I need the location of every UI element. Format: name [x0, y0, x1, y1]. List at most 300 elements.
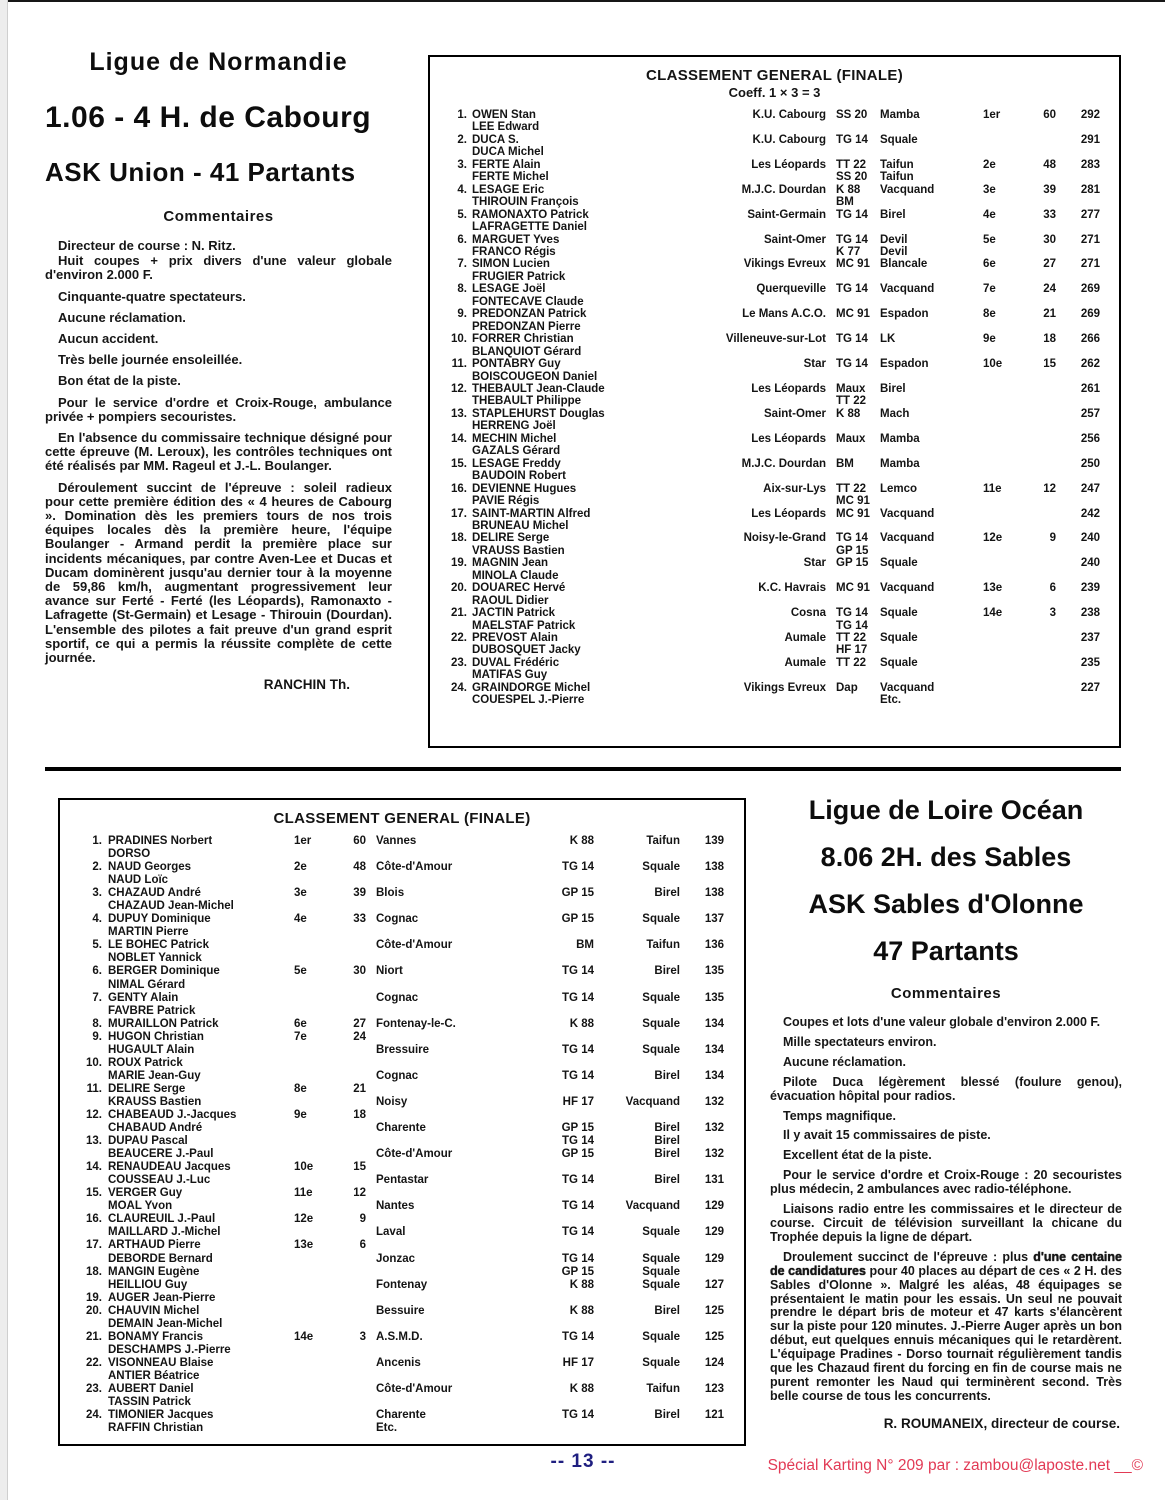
class-cell: [828, 371, 878, 383]
rank-cell: 4.: [457, 183, 467, 196]
class-cell: [530, 1161, 594, 1174]
chassis-cell: Mamba: [880, 457, 920, 470]
rank-cell: [70, 1422, 106, 1435]
position-cell: [292, 1096, 336, 1109]
table-row: [440, 520, 1109, 532]
driver-name-cell: MURAILLON Patrick: [108, 1017, 219, 1030]
score-cell: 137: [704, 913, 724, 926]
driver-name-cell: RAMONAXTO Patrick: [472, 208, 589, 221]
points-cell: [338, 1266, 374, 1279]
table-row: [440, 134, 1109, 146]
club-cell: Vannes: [376, 835, 417, 847]
club-cell: [376, 1213, 528, 1226]
paragraph-final: [770, 1251, 1122, 1404]
points-cell: [1026, 445, 1056, 457]
chassis-cell: Taifun: [646, 1382, 680, 1395]
rank-cell: [70, 1096, 106, 1109]
position-cell: [292, 1409, 336, 1422]
chassis-cell: Squale: [642, 861, 680, 874]
position-cell: 2e: [983, 158, 996, 171]
class-cell: MC 91: [836, 258, 870, 271]
table-row: [70, 900, 734, 913]
points-cell: [1026, 644, 1056, 656]
position-cell: [978, 545, 1024, 557]
score-cell: [682, 1422, 724, 1435]
club-cell: Saint-Omer: [764, 407, 826, 420]
position-cell: 5e: [294, 965, 307, 978]
club-cell: Vikings Evreux: [743, 681, 826, 694]
points-cell: [338, 952, 374, 965]
club-cell: [376, 1292, 528, 1305]
table-row: [440, 258, 1109, 270]
position-cell: [292, 1305, 336, 1318]
position-cell: [978, 146, 1024, 158]
chassis-cell: Birel: [654, 1069, 680, 1082]
driver-name-cell: ROUX Patrick: [108, 1056, 183, 1069]
club-cell: Côte-d'Amour: [376, 1148, 453, 1161]
rank-cell: [440, 395, 470, 407]
class-cell: GP 15: [836, 544, 869, 557]
chassis-cell: [880, 196, 976, 208]
table-row: [70, 992, 734, 1005]
rank-cell: [440, 146, 470, 158]
club-cell: K.U. Cabourg: [752, 133, 826, 146]
chassis-cell: Birel: [654, 887, 680, 900]
normandie-club-title: ASK Union - 41 Partants: [45, 157, 356, 187]
points-cell: [338, 926, 374, 939]
points-cell: [338, 1057, 374, 1070]
table-row: [440, 296, 1109, 308]
table-row: [70, 861, 734, 874]
rank-cell: [70, 1396, 106, 1409]
driver-name-cell: HUGAULT Alain: [108, 1043, 195, 1056]
chassis-cell: [880, 520, 976, 532]
position-cell: [978, 458, 1024, 470]
chassis-cell: [596, 1292, 680, 1305]
class-cell: [530, 1370, 594, 1383]
driver-name-cell: HEILLIOU Guy: [108, 1278, 188, 1291]
position-cell: [978, 694, 1024, 706]
points-cell: [1026, 371, 1056, 383]
chassis-cell: LK: [880, 333, 896, 346]
score-cell: [1058, 669, 1100, 681]
cabourg-table-title: CLASSEMENT GENERAL (FINALE): [646, 67, 903, 84]
position-cell: [292, 952, 336, 965]
club-cell: [660, 470, 826, 482]
points-cell: [1026, 171, 1056, 183]
points-cell: [1026, 495, 1056, 507]
table-row: [440, 694, 1109, 706]
class-cell: K 88: [569, 1304, 594, 1317]
paragraph: Aucune réclamation.: [58, 309, 186, 325]
rank-cell: 3.: [92, 887, 102, 900]
club-cell: Etc.: [376, 1422, 398, 1435]
points-cell: [1026, 694, 1056, 706]
scan-top-edge: [0, 0, 1165, 2]
club-cell: [376, 1344, 528, 1357]
position-cell: [978, 644, 1024, 656]
position-cell: 2e: [294, 861, 307, 874]
normandie-comments-body: [45, 239, 392, 665]
rank-cell: [70, 1070, 106, 1083]
position-cell: 13e: [294, 1239, 314, 1252]
score-cell: 261: [1080, 382, 1100, 395]
table-row: [440, 557, 1109, 569]
rank-cell: 8.: [457, 283, 467, 296]
table-row: [70, 1370, 734, 1383]
chassis-cell: Squale: [642, 1017, 680, 1030]
club-cell: Côte-d'Amour: [376, 861, 453, 874]
table-row: [440, 358, 1109, 370]
class-cell: TG 14: [562, 1135, 594, 1148]
points-cell: [1026, 296, 1056, 308]
points-cell: 39: [353, 887, 366, 900]
club-cell: Saint-Germain: [747, 208, 826, 221]
rank-cell: 16.: [86, 1213, 102, 1226]
chassis-cell: Mach: [880, 407, 910, 420]
score-cell: [682, 1109, 724, 1122]
table-row: [440, 408, 1109, 420]
rank-cell: 19.: [86, 1291, 102, 1304]
table-row: [70, 1318, 734, 1331]
club-cell: Bessuire: [376, 1304, 425, 1317]
score-cell: [682, 1031, 724, 1044]
class-cell: TG 14: [562, 965, 594, 978]
driver-name-cell: CHAZAUD Jean-Michel: [108, 900, 234, 913]
position-cell: 12e: [983, 532, 1003, 545]
table-row: [70, 1044, 734, 1057]
score-cell: [682, 1370, 724, 1383]
chassis-cell: [596, 1187, 680, 1200]
points-cell: [338, 1383, 374, 1396]
score-cell: [1058, 570, 1100, 582]
club-cell: [660, 196, 826, 208]
driver-name-cell: FERTE Alain: [472, 158, 541, 171]
rank-cell: 10.: [86, 1056, 102, 1069]
sables-results-table: [58, 798, 746, 1446]
club-cell: Aumale: [784, 656, 826, 669]
class-cell: [828, 420, 878, 432]
driver-name-cell: FRUGIER Patrick: [472, 270, 566, 283]
points-cell: [1026, 196, 1056, 208]
table-row: [70, 1344, 734, 1357]
score-cell: [1058, 694, 1100, 706]
table-row: [70, 1331, 734, 1344]
driver-name-cell: COUSSEAU J.-Luc: [108, 1174, 211, 1187]
sables-table-title: CLASSEMENT GENERAL (FINALE): [273, 810, 531, 827]
chassis-cell: Vacquand: [625, 1095, 680, 1108]
position-cell: [978, 408, 1024, 420]
driver-name-cell: DUPUY Dominique: [108, 913, 211, 926]
position-cell: [978, 271, 1024, 283]
points-cell: [338, 1305, 374, 1318]
driver-name-cell: GRAINDORGE Michel: [472, 681, 591, 694]
rank-cell: [70, 874, 106, 887]
rank-cell: 12.: [86, 1108, 102, 1121]
table-row: [440, 383, 1109, 395]
page-number: -- 13 --: [550, 1451, 616, 1472]
class-cell: [530, 1422, 594, 1435]
paragraph: Coupes et lots d'une valeur globale d'environ 2.000 F.: [783, 1015, 1101, 1029]
loire-final-paragraph-wrap: [770, 1251, 1122, 1404]
rank-cell: 24.: [86, 1409, 102, 1422]
paragraph: Déroulement succint de l'épreuve : soleil radieux pour cette première édition des « 4 heures de Cabourg ». Domination dès les premiers tours de nos trois équipes locales dès la première heure, l'équipe Boulanger - Armand perdit la première place sur incidents mécaniques, par contre Aven-Lee et Ducas et Ducam dominèrent jusqu'au dernier tour à la moyenne de 59,86 km/h, augmentant progressivement leur avance sur Ferté - Ferté (les Léopards), Ramonaxto - Lafragette (St-Germain) et Lesage - Thirouin (Dourdan). L'ensemble des pilotes a fait preuve d'un grand esprit sportif, ce qui a permis la réussite complète de cette journée.: [45, 479, 392, 666]
driver-name-cell: MARGUET Yves: [472, 233, 560, 246]
driver-name-cell: OWEN Stan: [472, 109, 536, 121]
club-cell: Jonzac: [376, 1252, 415, 1265]
class-cell: TG 14: [836, 283, 868, 296]
points-cell: 15: [1043, 358, 1056, 371]
club-cell: [660, 346, 826, 358]
position-cell: [978, 346, 1024, 358]
class-cell: TG 14: [562, 1252, 594, 1265]
driver-name-cell: MARIE Jean-Guy: [108, 1069, 201, 1082]
chassis-cell: Vacquand: [625, 1200, 680, 1213]
points-cell: 6: [359, 1239, 366, 1252]
chassis-cell: [880, 221, 976, 233]
chassis-cell: Mamba: [880, 432, 920, 445]
driver-name-cell: BAUDOIN Robert: [472, 470, 566, 483]
driver-name-cell: LESAGE Eric: [472, 183, 545, 196]
club-cell: Cognac: [376, 913, 419, 926]
club-cell: [660, 296, 826, 308]
paragraph: En l'absence du commissaire technique désigné pour cette épreuve (M. Leroux), les contrôles techniques ont été réalisés par MM. Rageul et J.-L. Boulanger.: [45, 430, 392, 474]
paragraph: Il y avait 15 commissaires de piste.: [783, 1128, 991, 1143]
chassis-cell: Devil: [880, 245, 908, 258]
score-cell: 125: [704, 1330, 724, 1343]
points-cell: [338, 1344, 374, 1357]
score-cell: [1058, 146, 1100, 158]
club-cell: Nantes: [376, 1200, 415, 1213]
score-cell: [1058, 346, 1100, 358]
rank-cell: 14.: [86, 1161, 102, 1174]
points-cell: [1026, 620, 1056, 632]
score-cell: [1058, 545, 1100, 557]
score-cell: [1058, 221, 1100, 233]
chassis-cell: [596, 848, 680, 861]
position-cell: [292, 1318, 336, 1331]
table-row: [440, 433, 1109, 445]
points-cell: [1026, 420, 1056, 432]
table-row: [70, 1083, 734, 1096]
points-cell: [1026, 470, 1056, 482]
position-cell: [978, 445, 1024, 457]
class-cell: [828, 221, 878, 233]
chassis-cell: [880, 321, 976, 333]
chassis-cell: [880, 420, 976, 432]
points-cell: [338, 1135, 374, 1148]
normandie-comments-title: Commentaires: [163, 208, 274, 225]
rank-cell: 21.: [86, 1330, 102, 1343]
club-cell: [376, 979, 528, 992]
score-cell: 134: [704, 1069, 724, 1082]
table-row: [70, 939, 734, 952]
points-cell: 9: [359, 1213, 366, 1226]
score-cell: 277: [1080, 208, 1100, 221]
rank-cell: [70, 1226, 106, 1239]
position-cell: [292, 1344, 336, 1357]
chassis-cell: Taifun: [646, 835, 680, 847]
chassis-cell: Squale: [642, 991, 680, 1004]
class-cell: Maux: [836, 382, 866, 395]
table-row: [440, 196, 1109, 208]
driver-name-cell: NAUD Loïc: [108, 874, 169, 887]
chassis-cell: [596, 1005, 680, 1018]
driver-name-cell: THIROUIN François: [472, 196, 579, 209]
rank-cell: 4.: [92, 913, 102, 926]
score-cell: 136: [704, 939, 724, 952]
position-cell: 6e: [294, 1017, 307, 1030]
chassis-cell: Squale: [642, 1356, 680, 1369]
table-row: [440, 395, 1109, 407]
score-cell: 125: [704, 1304, 724, 1317]
chassis-cell: [880, 620, 976, 632]
class-cell: GP 15: [561, 1148, 594, 1161]
chassis-cell: [880, 371, 976, 383]
chassis-cell: Squale: [880, 656, 918, 669]
rank-cell: [440, 595, 470, 607]
position-cell: [292, 1253, 336, 1266]
chassis-cell: Vacquand: [880, 532, 935, 545]
score-cell: [1058, 321, 1100, 333]
position-cell: [978, 433, 1024, 445]
table-row: [440, 121, 1109, 133]
club-cell: [660, 171, 826, 183]
paragraph: Pour le service d'ordre et Croix-Rouge, ambulance privée + pompiers secouristes.: [45, 394, 392, 424]
position-cell: 4e: [983, 208, 996, 221]
chassis-cell: [596, 874, 680, 887]
table-row: [440, 371, 1109, 383]
driver-name-cell: PREVOST Alain: [472, 632, 558, 645]
table-row: [440, 595, 1109, 607]
club-cell: Charente: [376, 1409, 426, 1422]
rank-cell: 13.: [451, 407, 467, 420]
driver-name-cell: BONAMY Francis: [108, 1330, 204, 1343]
club-cell: Les Léopards: [751, 382, 826, 395]
score-cell: [682, 926, 724, 939]
position-cell: 11e: [294, 1187, 313, 1200]
driver-name-cell: BEAUCERE J.-Paul: [108, 1148, 214, 1161]
driver-name-cell: MANGIN Eugène: [108, 1265, 200, 1278]
rank-cell: 24.: [451, 681, 467, 694]
score-cell: [1058, 246, 1100, 258]
rank-cell: 15.: [451, 457, 467, 470]
chassis-cell: [596, 926, 680, 939]
chassis-cell: Lemco: [880, 482, 918, 495]
position-cell: [978, 620, 1024, 632]
rank-cell: 1.: [92, 835, 102, 847]
class-cell: K 88: [569, 1382, 594, 1395]
position-cell: [292, 1422, 336, 1435]
class-cell: BM: [576, 939, 594, 952]
score-cell: [1058, 371, 1100, 383]
rank-cell: [440, 545, 470, 557]
rank-cell: [440, 246, 470, 258]
position-cell: [978, 495, 1024, 507]
table-row: [440, 209, 1109, 221]
rank-cell: [440, 495, 470, 507]
score-cell: [1058, 620, 1100, 632]
score-cell: [682, 1239, 724, 1252]
driver-name-cell: PREDONZAN Pierre: [472, 320, 581, 333]
driver-name-cell: VRAUSS Bastien: [472, 544, 565, 557]
chassis-cell: Squale: [880, 607, 918, 620]
driver-name-cell: MINOLA Claude: [472, 569, 559, 582]
position-cell: 3e: [294, 887, 307, 900]
points-cell: [1026, 545, 1056, 557]
sables-table-rows: [70, 835, 734, 1435]
class-cell: TG 14: [562, 1174, 594, 1187]
position-cell: 13e: [983, 582, 1003, 595]
club-cell: [376, 926, 528, 939]
table-row: [70, 1200, 734, 1213]
table-row: [70, 1292, 734, 1305]
chassis-cell: Squale: [880, 133, 918, 146]
class-cell: TT 22: [836, 656, 867, 669]
points-cell: [338, 1148, 374, 1161]
club-cell: [660, 669, 826, 681]
position-cell: [978, 221, 1024, 233]
rank-cell: [440, 644, 470, 656]
rank-cell: 16.: [451, 482, 467, 495]
score-cell: 257: [1080, 407, 1100, 420]
class-cell: [828, 346, 878, 358]
club-cell: [376, 1370, 528, 1383]
table-row: [70, 1422, 734, 1435]
score-cell: 131: [704, 1174, 724, 1187]
class-cell: TG 14: [562, 1043, 594, 1056]
position-cell: [978, 657, 1024, 669]
scan-left-edge: [0, 0, 8, 1500]
table-row: [440, 221, 1109, 233]
rank-cell: 21.: [451, 607, 467, 620]
chassis-cell: [880, 669, 976, 681]
club-cell: Cosna: [790, 607, 826, 620]
class-cell: GP 15: [561, 1122, 594, 1135]
chassis-cell: Birel: [880, 208, 906, 221]
position-cell: [978, 520, 1024, 532]
position-cell: [978, 321, 1024, 333]
rank-cell: [440, 669, 470, 681]
class-cell: K 88: [569, 1017, 594, 1030]
position-cell: [292, 1005, 336, 1018]
position-cell: 9e: [294, 1108, 307, 1121]
club-cell: [660, 694, 826, 706]
class-cell: HF 17: [836, 644, 868, 657]
class-cell: [530, 926, 594, 939]
score-cell: 240: [1080, 557, 1100, 570]
cabourg-table-coeff: Coeff. 1 × 3 = 3: [728, 85, 821, 100]
score-cell: 132: [704, 1122, 724, 1135]
table-row: [440, 283, 1109, 295]
table-row: [70, 1018, 734, 1031]
points-cell: [338, 1200, 374, 1213]
club-cell: A.S.M.D.: [376, 1330, 423, 1343]
points-cell: [1026, 433, 1056, 445]
chassis-cell: Birel: [654, 1409, 680, 1422]
rank-cell: 9.: [92, 1030, 102, 1043]
position-cell: [978, 383, 1024, 395]
points-cell: [338, 1409, 374, 1422]
table-row: [440, 470, 1109, 482]
driver-name-cell: CHAUVIN Michel: [108, 1304, 200, 1317]
points-cell: [1026, 595, 1056, 607]
rank-cell: 2.: [92, 861, 102, 874]
final-paragraph-post: pour 40 places au départ de ces « 2 H. des Sables d'Olonne ». Malgré les aléas, 48 équipages se présentaient le matin pour les essais. Un seul ne pouvait prendre le départ bris de moteur et 47 karts s'élancèrent sur la piste pour 120 minutes. J.-Pierre Auger après un bon début, eut quelques ennuis mécaniques qui le retardèrent. L'équipage Pradines - Dorso tournait régulièrement tandis que les Chazaud firent du forcing en fin de course mais ne purent remonter les Naud qui terminèrent second. Très belle course de tous les concurrents.: [770, 1263, 1122, 1403]
class-cell: [530, 1213, 594, 1226]
score-cell: 129: [704, 1200, 724, 1213]
driver-name-cell: MAGNIN Jean: [472, 557, 549, 570]
